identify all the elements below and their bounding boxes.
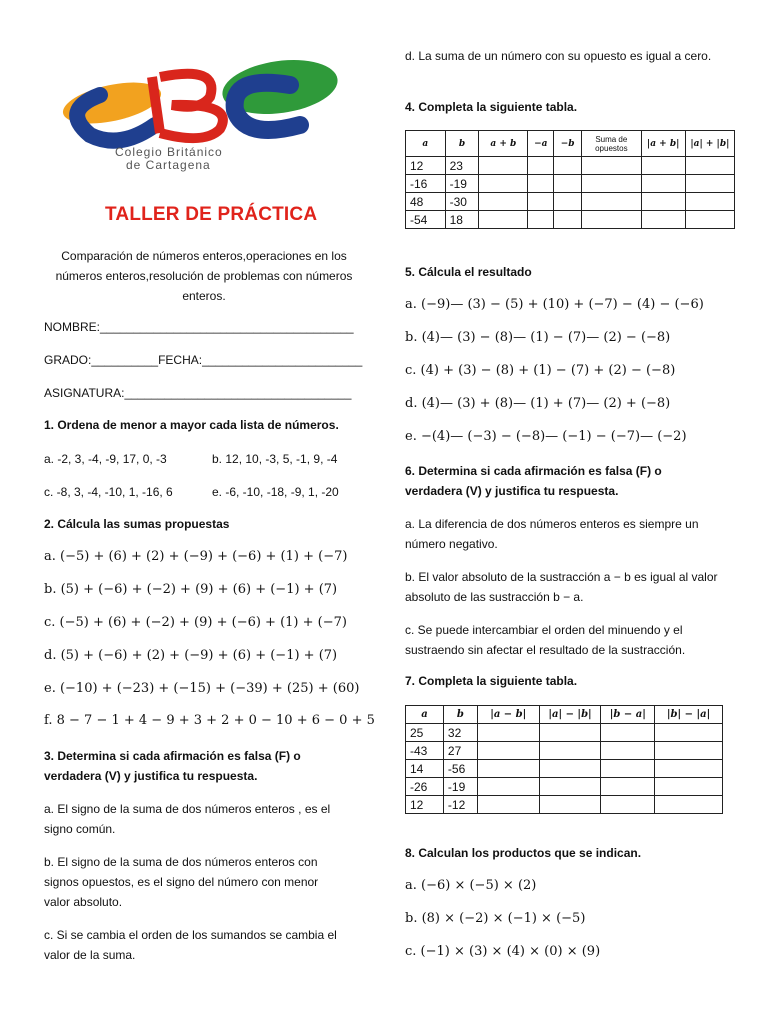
answer-cell[interactable] — [479, 157, 528, 175]
table-row — [406, 175, 735, 193]
nombre-field[interactable]: NOMBRE:______________________________________ — [44, 320, 354, 334]
answer-cell[interactable] — [641, 175, 685, 193]
asignatura-field[interactable]: ASIGNATURA:__________________________________ — [44, 386, 352, 400]
table-row — [406, 724, 723, 742]
table-cell: 27 — [443, 742, 477, 760]
answer-cell[interactable] — [477, 778, 539, 796]
q5-item: b. (4)— (3) − (8)— (1) − (7)— (2) − (−8) — [405, 330, 671, 345]
table-header: |a + b| — [641, 131, 685, 157]
q3-heading: 3. Determina si cada afirmación es falsa (F) o verdadera (V) y justifica tu respuesta. — [44, 749, 301, 783]
table-cell: 12 — [406, 796, 444, 814]
q2-item: b. (5) + (−6) + (−2) + (9) + (6) + (−1) + (7) — [44, 582, 338, 597]
table-cell: -19 — [445, 175, 479, 193]
answer-cell[interactable] — [528, 157, 554, 175]
q4-table — [405, 130, 735, 229]
q1-item-c: c. -8, 3, -4, -10, 1, -16, 6 — [44, 485, 173, 499]
table-header: a + b — [479, 131, 528, 157]
answer-cell[interactable] — [601, 742, 655, 760]
cbc-logo-graphic — [60, 55, 340, 185]
answer-cell[interactable] — [601, 760, 655, 778]
table-cell: -26 — [406, 778, 444, 796]
q3-item-a: a. El signo de la suma de dos números enteros , es el signo común. — [44, 802, 331, 836]
q5-item: e. −(4)— (−3) − (−8)— (−1) − (−7)— (−2) — [405, 429, 687, 444]
table-header: |a| − |b| — [539, 706, 601, 724]
answer-cell[interactable] — [655, 778, 723, 796]
table-cell: 25 — [406, 724, 444, 742]
table-cell: 14 — [406, 760, 444, 778]
table-cell: -43 — [406, 742, 444, 760]
table-cell: 32 — [443, 724, 477, 742]
table-row — [406, 742, 723, 760]
answer-cell[interactable] — [601, 796, 655, 814]
q5-item: c. (4) + (3) − (8) + (1) − (7) + (2) − (−8) — [405, 363, 676, 378]
q2-item: c. (−5) + (6) + (−2) + (9) + (−6) + (1) + (−7) — [44, 615, 347, 630]
q6-item-a: a. La diferencia de dos números enteros es siempre un número negativo. — [405, 517, 699, 551]
page-title: TALLER DE PRÁCTICA — [105, 204, 318, 225]
table-cell: -56 — [443, 760, 477, 778]
answer-cell[interactable] — [641, 157, 685, 175]
q8-item: b. (8) × (−2) × (−1) × (−5) — [405, 911, 586, 926]
answer-cell[interactable] — [554, 157, 582, 175]
answer-cell[interactable] — [582, 175, 641, 193]
table-cell: 23 — [445, 157, 479, 175]
answer-cell[interactable] — [528, 193, 554, 211]
answer-cell[interactable] — [641, 193, 685, 211]
answer-cell[interactable] — [582, 193, 641, 211]
q2-item: a. (−5) + (6) + (2) + (−9) + (−6) + (1) + (−7) — [44, 549, 348, 564]
q1-item-a: a. -2, 3, -4, -9, 17, 0, -3 — [44, 452, 167, 466]
school-name-line1: Colegio Británico — [115, 145, 223, 159]
answer-cell[interactable] — [582, 211, 641, 229]
q6-heading: 6. Determina si cada afirmación es falsa (F) o verdadera (V) y justifica tu respuesta. — [405, 464, 662, 498]
table-cell: -54 — [406, 211, 446, 229]
q3-item-b: b. El signo de la suma de dos números enteros con signos opuestos, es el signo del número con menor valor absoluto. — [44, 855, 319, 909]
table-cell: 18 — [445, 211, 479, 229]
table-cell: -16 — [406, 175, 446, 193]
answer-cell[interactable] — [539, 796, 601, 814]
table-cell: 12 — [406, 157, 446, 175]
table-cell: 48 — [406, 193, 446, 211]
table-header: a — [406, 131, 446, 157]
table-header-row — [406, 706, 723, 724]
table-header: −b — [554, 131, 582, 157]
q4-heading: 4. Completa la siguiente tabla. — [405, 100, 578, 114]
table-header-row — [406, 131, 735, 157]
q1-item-b: b. 12, 10, -3, 5, -1, 9, -4 — [212, 452, 338, 466]
table-header: b — [445, 131, 479, 157]
q6-item-b: b. El valor absoluto de la sustracción a − b es igual al valor absoluto de las sustracción b − a. — [405, 570, 718, 604]
answer-cell[interactable] — [479, 193, 528, 211]
answer-cell[interactable] — [477, 742, 539, 760]
table-header: |b − a| — [601, 706, 655, 724]
answer-cell[interactable] — [554, 193, 582, 211]
q3-item-c: c. Si se cambia el orden de los sumandos se cambia el valor de la suma. — [44, 928, 337, 962]
q1-heading: 1. Ordena de menor a mayor cada lista de números. — [44, 418, 339, 432]
table-header: b — [443, 706, 477, 724]
table-header: Suma de opuestos — [582, 131, 641, 157]
q8-heading: 8. Calculan los productos que se indican. — [405, 846, 642, 860]
answer-cell[interactable] — [655, 760, 723, 778]
table-cell: -19 — [443, 778, 477, 796]
q6-item-c: c. Se puede intercambiar el orden del minuendo y el sustraendo sin afectar el resultado de la sustracción. — [405, 623, 686, 657]
table-header: a — [406, 706, 444, 724]
q2-item: d. (5) + (−6) + (2) + (−9) + (6) + (−1) + (7) — [44, 648, 338, 663]
q7-table — [405, 705, 723, 814]
table-row — [406, 778, 723, 796]
q2-heading: 2. Cálcula las sumas propuestas — [44, 517, 230, 531]
answer-cell[interactable] — [685, 157, 734, 175]
school-name-line2: de Cartagena — [126, 158, 211, 172]
answer-cell[interactable] — [477, 796, 539, 814]
answer-cell[interactable] — [655, 742, 723, 760]
q2-item: f. 8 − 7 − 1 + 4 − 9 + 3 + 2 + 0 − 10 + 6 − 0 + 5 — [44, 713, 375, 728]
answer-cell[interactable] — [685, 211, 734, 229]
answer-cell[interactable] — [477, 724, 539, 742]
q5-item: d. (4)— (3) + (8)— (1) + (7)— (2) + (−8) — [405, 396, 671, 411]
answer-cell[interactable] — [479, 211, 528, 229]
answer-cell[interactable] — [685, 175, 734, 193]
answer-cell[interactable] — [539, 778, 601, 796]
table-header: −a — [528, 131, 554, 157]
table-cell: -30 — [445, 193, 479, 211]
answer-cell[interactable] — [554, 211, 582, 229]
school-logo — [60, 55, 340, 185]
answer-cell[interactable] — [528, 175, 554, 193]
answer-cell[interactable] — [554, 175, 582, 193]
table-cell: -12 — [443, 796, 477, 814]
answer-cell[interactable] — [655, 724, 723, 742]
answer-cell[interactable] — [601, 724, 655, 742]
answer-cell[interactable] — [477, 760, 539, 778]
table-header: |a − b| — [477, 706, 539, 724]
q8-item: c. (−1) × (3) × (4) × (0) × (9) — [405, 944, 601, 959]
answer-cell[interactable] — [539, 724, 601, 742]
answer-cell[interactable] — [601, 778, 655, 796]
q8-item: a. (−6) × (−5) × (2) — [405, 878, 537, 893]
answer-cell[interactable] — [582, 157, 641, 175]
q3-item-d: d. La suma de un número con su opuesto es igual a cero. — [405, 49, 712, 63]
answer-cell[interactable] — [539, 742, 601, 760]
page-subtitle: Comparación de números enteros,operaciones en los números enteros,resolución de problemas con números enteros. — [55, 249, 353, 303]
answer-cell[interactable] — [539, 760, 601, 778]
table-row — [406, 760, 723, 778]
answer-cell[interactable] — [479, 175, 528, 193]
answer-cell[interactable] — [655, 796, 723, 814]
q5-heading: 5. Cálcula el resultado — [405, 265, 532, 279]
table-row — [406, 796, 723, 814]
q5-item: a. (−9)— (3) − (5) + (10) + (−7) − (4) − (−6) — [405, 297, 704, 312]
table-header: |a| + |b| — [685, 131, 734, 157]
q2-item: e. (−10) + (−23) + (−15) + (−39) + (25) + (60) — [44, 681, 360, 696]
table-header: |b| − |a| — [655, 706, 723, 724]
answer-cell[interactable] — [685, 193, 734, 211]
table-row — [406, 157, 735, 175]
answer-cell[interactable] — [528, 211, 554, 229]
q7-heading: 7. Completa la siguiente tabla. — [405, 674, 578, 688]
grado-fecha-field[interactable]: GRADO:__________FECHA:________________________ — [44, 353, 363, 367]
q1-item-e: e. -6, -10, -18, -9, 1, -20 — [212, 485, 339, 499]
answer-cell[interactable] — [641, 211, 685, 229]
table-row — [406, 193, 735, 211]
table-row — [406, 211, 735, 229]
